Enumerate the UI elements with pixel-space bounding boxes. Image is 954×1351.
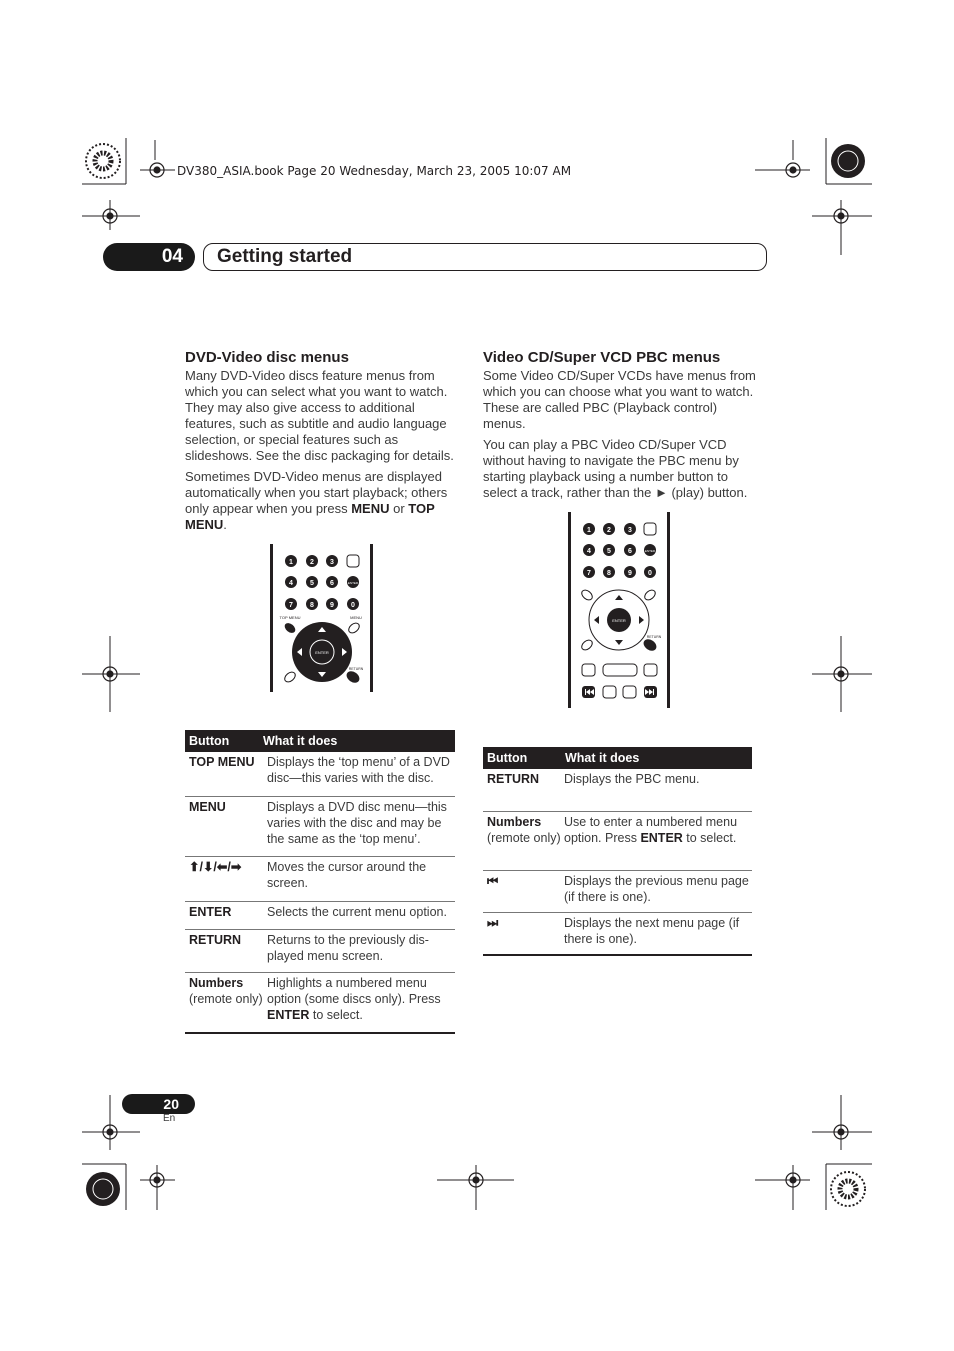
table-row: ⏭ Displays the next menu page (if there is one).: [487, 916, 740, 946]
table-row: Numbers (remote only) Use to enter a numbered menu option. Press ENTER to select.: [483, 812, 752, 871]
table-row: TOP MENU Displays the ‘top menu’ of a DVD disc—this varies with the disc.: [185, 752, 455, 797]
svg-text:7: 7: [289, 602, 293, 609]
svg-text:8: 8: [310, 602, 314, 609]
table-row: ⬆/⬇/⬅/➡ Moves the cursor around the screen.: [185, 857, 455, 902]
vcd-paragraph-2: You can play a PBC Video CD/Super VCD without having to navigate the PBC menu by starting playback using a number button to select a track, rather than the ► (play) button.: [483, 437, 748, 500]
table-row: MENU Displays a DVD disc menu—this varies with the disc and may be the same as the ‘top menu’.: [185, 797, 455, 857]
svg-text:9: 9: [330, 602, 334, 609]
svg-text:0: 0: [351, 602, 355, 609]
svg-text:2: 2: [607, 527, 611, 534]
svg-text:3: 3: [628, 527, 632, 534]
svg-text:5: 5: [607, 548, 611, 555]
table-row: Numbers (remote only) Highlights a numbered menu option (some discs only). Press ENTER to select.: [189, 976, 441, 1022]
enter-label: ENTER: [612, 618, 626, 623]
dvd-menu-table: [185, 730, 455, 1034]
svg-text:ENTER: ENTER: [644, 549, 656, 553]
starburst-mark: [86, 1172, 120, 1206]
svg-text:2: 2: [310, 559, 314, 566]
top-menu-label: TOP MENU: [279, 615, 301, 620]
print-header: DV380_ASIA.book Page 20 Wednesday, March 23, 2005 10:07 AM: [177, 164, 572, 178]
pbc-menu-table: [483, 747, 752, 956]
svg-text:0: 0: [648, 570, 652, 577]
page-language: En: [163, 1113, 176, 1124]
svg-text:3: 3: [330, 559, 334, 566]
return-label: RETURN: [348, 667, 364, 671]
starburst-mark: [831, 1172, 865, 1206]
table-row: ENTER Selects the current menu option.: [185, 902, 455, 930]
svg-text:5: 5: [310, 580, 314, 587]
svg-text:4: 4: [289, 580, 293, 587]
svg-text:8: 8: [607, 570, 611, 577]
svg-text:6: 6: [330, 580, 334, 587]
dvd-paragraph-1: Many DVD-Video discs feature menus from which you can select what you want to watch. They may also give access to additional features, such as subtitle and audio language selection, or special features such as slideshows. See the disc packaging for details.: [185, 368, 454, 463]
svg-text:1: 1: [289, 559, 293, 566]
chapter-number: 04: [103, 243, 195, 271]
vcd-paragraph-1: Some Video CD/Super VCDs have menus from which you can choose what you want to watch. These are called PBC (Playback control) menus.: [483, 368, 756, 431]
table-row: ⏮ Displays the previous menu page (if there is one).: [483, 871, 752, 913]
table-header: Button What it does: [185, 730, 455, 752]
remote-illustration-vcd: [566, 512, 674, 710]
starburst-mark: [831, 144, 865, 178]
enter-label: ENTER: [315, 650, 329, 655]
svg-text:4: 4: [587, 548, 591, 555]
return-label: RETURN: [646, 635, 662, 639]
starburst-mark: [86, 144, 120, 178]
table-header: Button What it does: [483, 747, 752, 769]
table-row: RETURN Displays the PBC menu.: [483, 769, 752, 812]
remote-illustration-dvd: [268, 544, 376, 694]
svg-text:9: 9: [628, 570, 632, 577]
dvd-paragraph-2: Sometimes DVD-Video menus are displayed automatically when you start playback; others only appear when you press MENU or TOP MENU.: [185, 469, 448, 532]
svg-text:7: 7: [587, 570, 591, 577]
svg-text:6: 6: [628, 548, 632, 555]
section-heading-dvd: DVD-Video disc menus: [185, 349, 349, 366]
chapter-title: Getting started: [203, 243, 767, 271]
table-row: RETURN Returns to the previously dis-played menu screen.: [185, 930, 455, 973]
page-number: 20: [122, 1094, 195, 1114]
section-heading-vcd: Video CD/Super VCD PBC menus: [483, 349, 721, 366]
menu-label: MENU: [350, 615, 362, 620]
svg-text:1: 1: [587, 527, 591, 534]
svg-text:ENTER: ENTER: [347, 581, 359, 585]
